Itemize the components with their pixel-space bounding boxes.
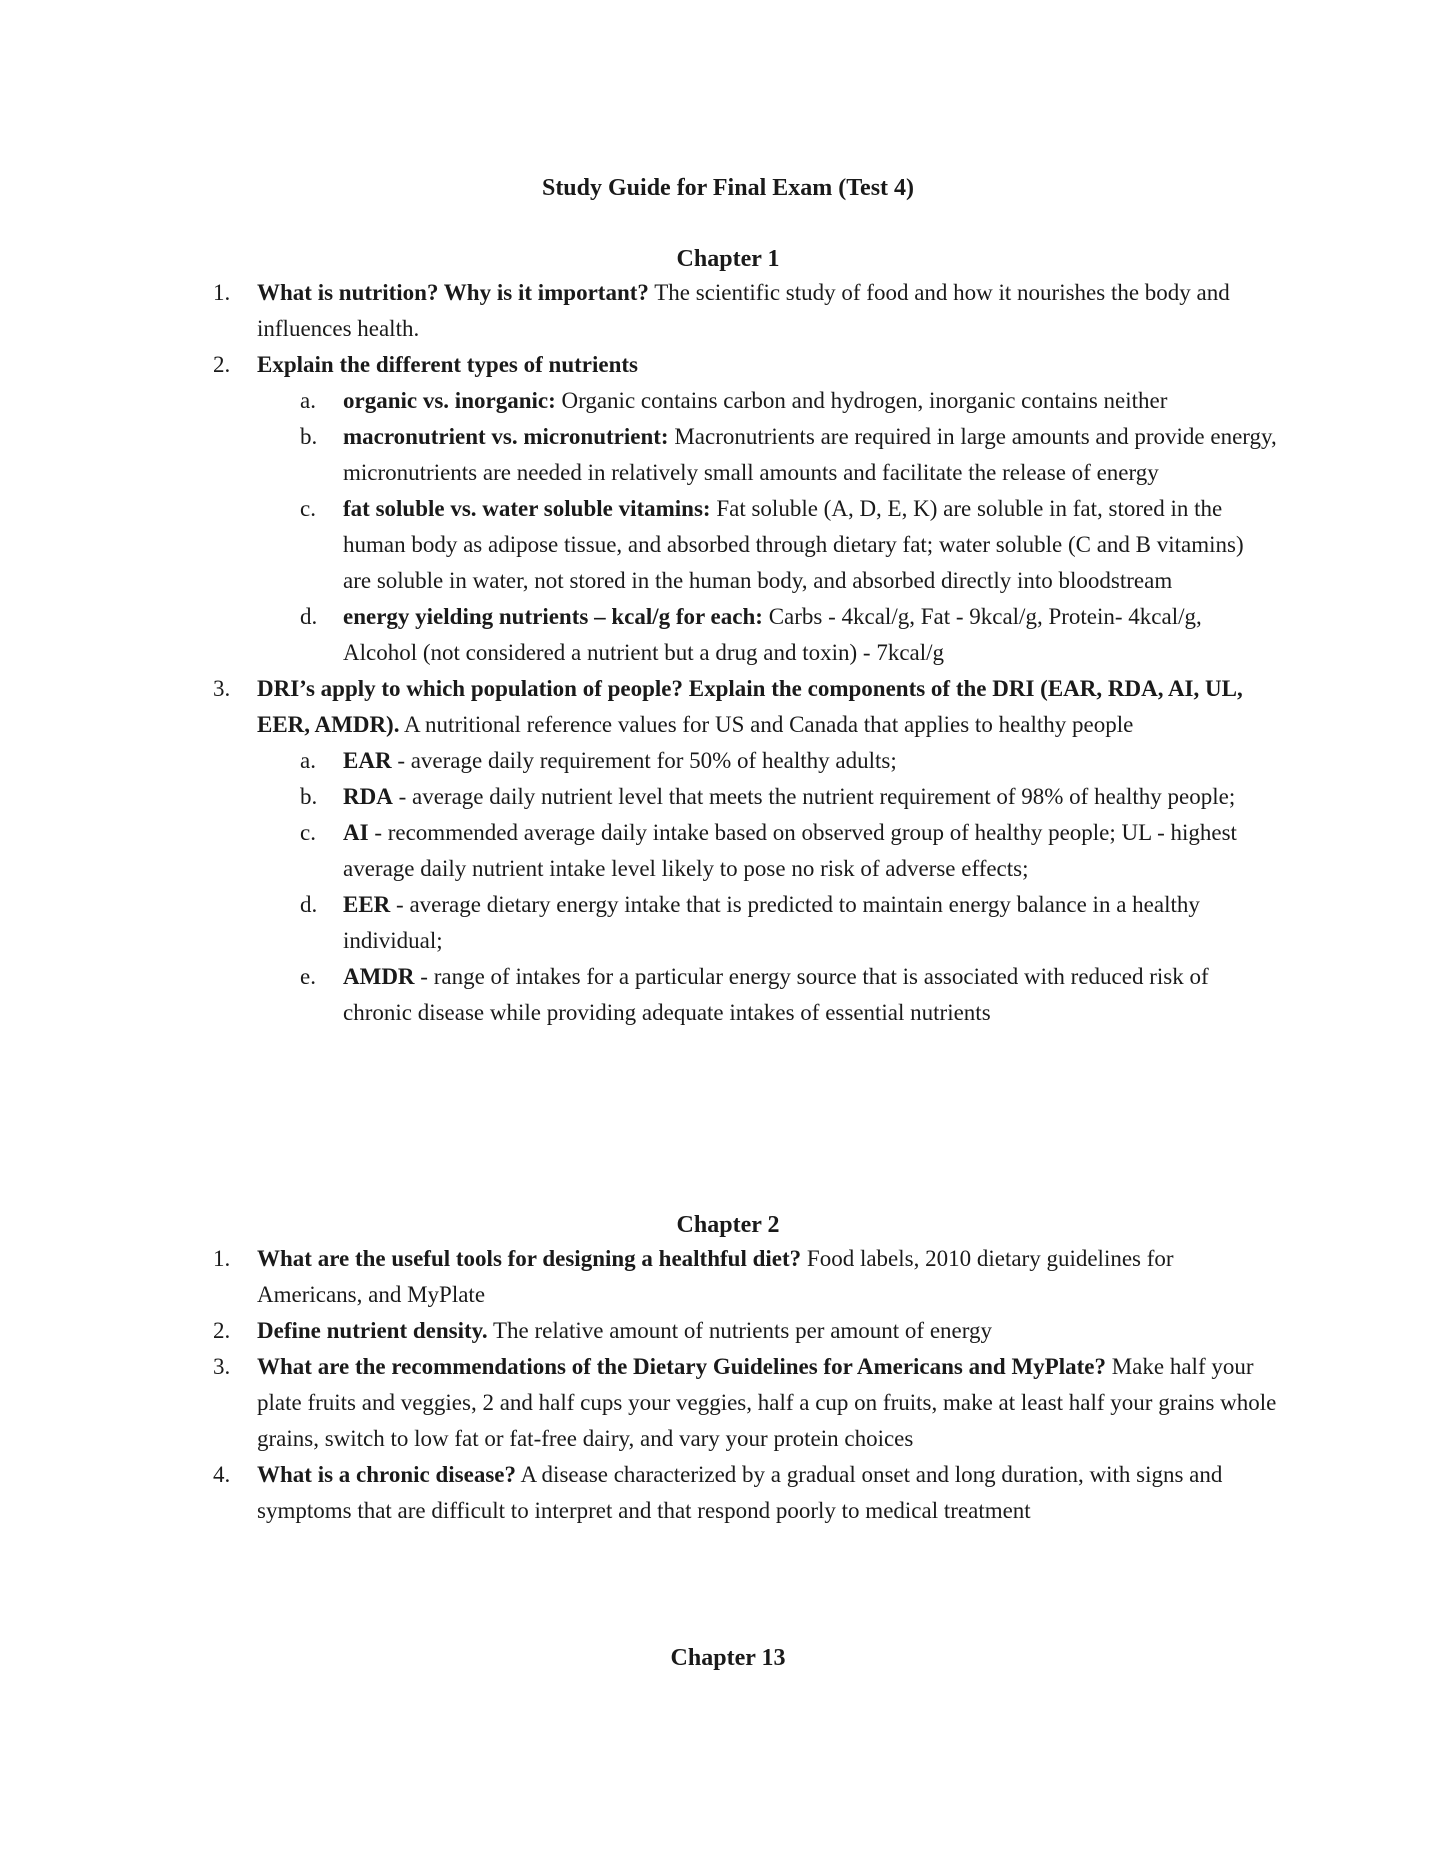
sub-item (0, 743, 1277, 779)
sub-item (0, 383, 1277, 419)
item-number: 3. (213, 1354, 231, 1379)
list-item (0, 1241, 1277, 1313)
sub-item (0, 419, 1277, 491)
sub-item (0, 491, 1277, 599)
item-number: 2. (213, 1318, 231, 1343)
document-title: Study Guide for Final Exam (Test 4) (541, 175, 915, 201)
sub-item-term: fat soluble vs. water soluble vitamins: (343, 496, 711, 521)
sub-item-term: AMDR (343, 964, 415, 989)
sub-item-term: energy yielding nutrients – kcal/g for each: (343, 604, 763, 629)
list-item (0, 347, 1277, 383)
sub-item-text: Fat soluble (A, D, E, K) are soluble in fat, stored in the human body as adipose tissue, and absorbed through dietary fat; water soluble (C and B vitamins) are soluble in water, not stored in the human body, and absorbed directly into bloodstream (343, 496, 1244, 593)
item-number: 1. (213, 1246, 231, 1271)
sub-item-text: Carbs - 4kcal/g, Fat - 9kcal/g, Protein- 4kcal/g, Alcohol (not considered a nutrient but a drug and toxin) - 7kcal/g (343, 604, 1202, 665)
question-text: Explain the different types of nutrients (257, 352, 638, 377)
question-text: DRI’s apply to which population of people? Explain the components of the DRI (EAR, RDA, AI, UL, EER, AMDR). (257, 676, 1243, 737)
sub-item-letter: c. (300, 820, 316, 845)
item-number: 2. (213, 352, 231, 377)
question-text: Define nutrient density. (257, 1318, 488, 1343)
question-text: What is a chronic disease? (257, 1462, 516, 1487)
sub-item-text: Organic contains carbon and hydrogen, inorganic contains neither (555, 388, 1168, 413)
sub-item (0, 959, 1277, 1031)
item-number: 3. (213, 676, 231, 701)
sub-item-text: - average daily requirement for 50% of healthy adults; (391, 748, 897, 773)
sub-item-text: - recommended average daily intake based on observed group of healthy people; UL - highest average daily nutrient intake level likely to pose no risk of adverse effects; (343, 820, 1237, 881)
answer-text: A nutritional reference values for US and Canada that applies to healthy people (399, 712, 1134, 737)
sub-item-term: macronutrient vs. micronutrient: (343, 424, 669, 449)
answer-text: Food labels, 2010 dietary guidelines for Americans, and MyPlate (257, 1246, 1174, 1307)
list-item (0, 1349, 1277, 1457)
sub-item-term: AI (343, 820, 369, 845)
answer-text: A disease characterized by a gradual onset and long duration, with signs and symptoms that are difficult to interpret and that respond poorly to medical treatment (257, 1462, 1223, 1523)
chapter-heading: Chapter 13 (670, 1645, 786, 1671)
question-text: What is nutrition? Why is it important? (257, 280, 649, 305)
sub-item-letter: d. (300, 604, 318, 629)
answer-text: The relative amount of nutrients per amount of energy (487, 1318, 993, 1343)
sub-item-letter: a. (300, 388, 316, 413)
sub-item (0, 779, 1277, 815)
sub-item-text: - average dietary energy intake that is predicted to maintain energy balance in a healthy individual; (343, 892, 1200, 953)
chapter-heading: Chapter 1 (676, 246, 780, 272)
sub-item (0, 887, 1277, 959)
answer-text: Make half your plate fruits and veggies, 2 and half cups your veggies, half a cup on fruits, make at least half your grains whole grains, switch to low fat or fat-free dairy, and vary your protein choices (257, 1354, 1277, 1451)
sub-item-text: Macronutrients are required in large amounts and provide energy, micronutrients are needed in relatively small amounts and facilitate the release of energy (343, 424, 1277, 485)
list-item (0, 275, 1277, 347)
sub-item-letter: d. (300, 892, 318, 917)
sub-item-text: - range of intakes for a particular energy source that is associated with reduced risk of chronic disease while providing adequate intakes of essential nutrients (343, 964, 1209, 1025)
chapter-2-list (0, 1241, 1456, 1529)
chapter-heading: Chapter 2 (676, 1212, 780, 1238)
sub-item-term: EER (343, 892, 391, 917)
sub-item (0, 599, 1277, 671)
sub-item-term: EAR (343, 748, 392, 773)
sub-item-term: organic vs. inorganic: (343, 388, 556, 413)
question-text: What are the useful tools for designing a healthful diet? (257, 1246, 802, 1271)
sub-item-letter: b. (300, 784, 318, 809)
sub-item-letter: e. (300, 964, 316, 989)
item-number: 1. (213, 280, 231, 305)
sub-item (0, 815, 1277, 887)
sub-item-letter: c. (300, 496, 316, 521)
sub-item-letter: b. (300, 424, 318, 449)
list-item (0, 1313, 1277, 1349)
list-item (0, 1457, 1277, 1529)
sub-item-text: - average daily nutrient level that meets the nutrient requirement of 98% of healthy people; (392, 784, 1236, 809)
answer-text: The scientific study of food and how it nourishes the body and influences health. (257, 280, 1230, 341)
chapter-1-list (0, 275, 1456, 1031)
list-item (0, 671, 1277, 743)
sub-item-letter: a. (300, 748, 316, 773)
item-number: 4. (213, 1462, 231, 1487)
question-text: What are the recommendations of the Dietary Guidelines for Americans and MyPlate? (257, 1354, 1106, 1379)
sub-item-term: RDA (343, 784, 393, 809)
